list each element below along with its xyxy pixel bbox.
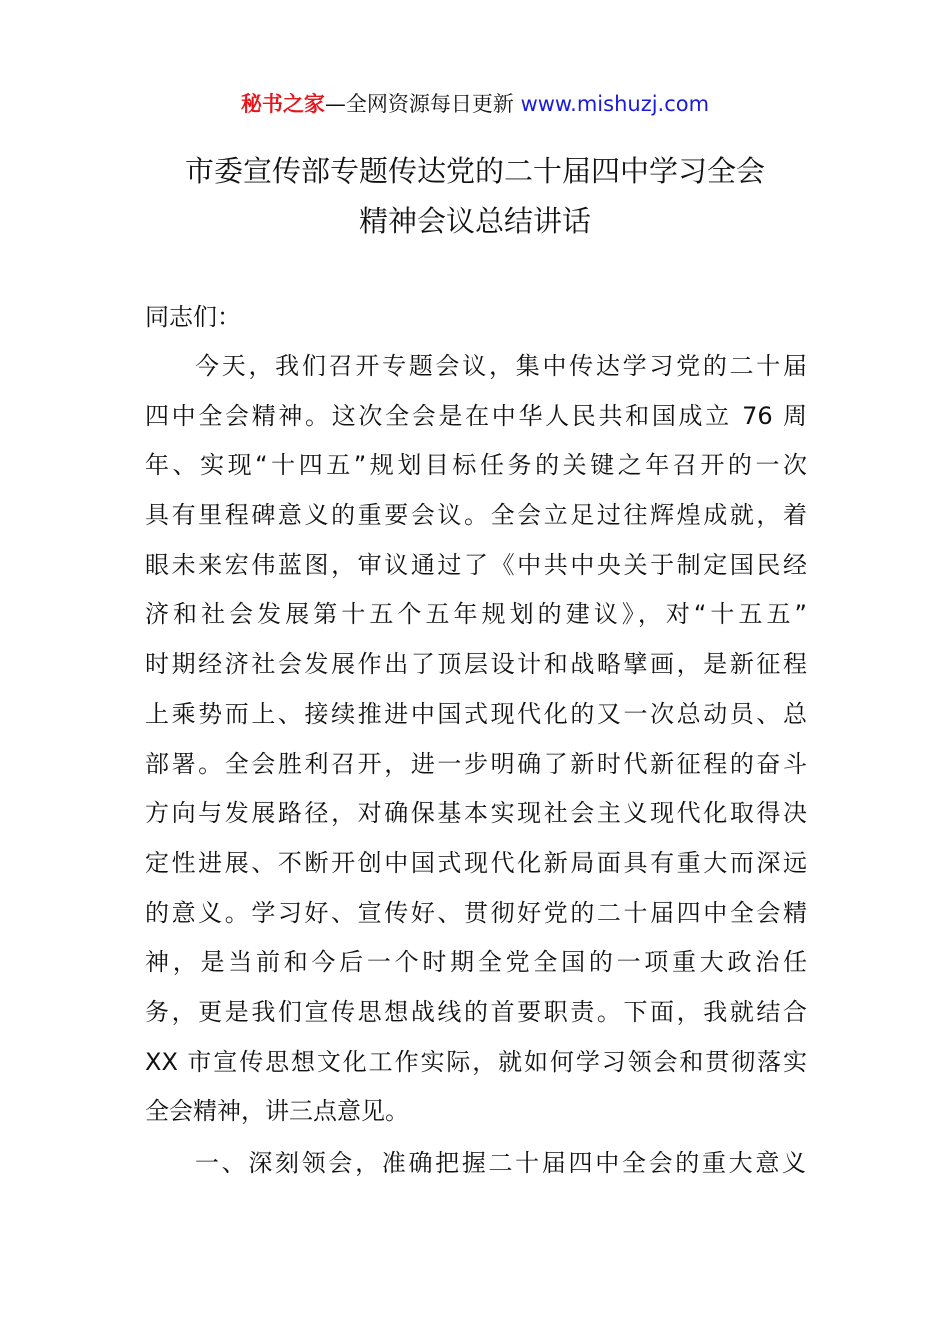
paragraph-line: 定性进展、不断开创中国式现代化新局面具有重大而深远 <box>145 848 807 877</box>
paragraph-line: 具有里程碑意义的重要会议。全会立足过往辉煌成就，着 <box>145 501 807 530</box>
brand-name: 秘书之家 <box>240 92 325 116</box>
paragraph-line: 部署。全会胜利召开，进一步明确了新时代新征程的奋斗 <box>145 749 807 778</box>
paragraph-line: XX 市宣传思想文化工作实际，就如何学习领会和贯彻落实 <box>145 1047 807 1076</box>
paragraph-line: 四中全会精神。这次全会是在中华人民共和国成立 76 周 <box>145 401 807 430</box>
site-banner <box>0 88 950 120</box>
title-line: 精神会议总结讲话 <box>358 204 591 238</box>
paragraph-line: 神，是当前和今后一个时期全党全国的一项重大政治任 <box>145 948 807 977</box>
banner-tagline: —全网资源每日更新 <box>324 92 514 116</box>
paragraph-line: 的意义。学习好、宣传好、贯彻好党的二十届四中全会精 <box>145 898 807 927</box>
paragraph-line: 上乘势而上、接续推进中国式现代化的又一次总动员、总 <box>145 699 807 728</box>
body-paragraph <box>145 342 807 1137</box>
paragraph-line: 务，更是我们宣传思想战线的首要职责。下面，我就结合 <box>145 997 807 1026</box>
paragraph-line: 时期经济社会发展作出了顶层设计和战略擘画，是新征程 <box>145 650 807 679</box>
salutation: 同志们： <box>145 303 241 331</box>
paragraph-line: 年、实现“十四五”规划目标任务的关键之年召开的一次 <box>145 451 807 480</box>
paragraph-line: 济和社会发展第十五个五年规划的建议》，对“十五五” <box>145 600 807 629</box>
title-line: 市委宣传部专题传达党的二十届四中学习全会 <box>184 154 765 188</box>
paragraph-line: 眼未来宏伟蓝图，审议通过了《中共中央关于制定国民经 <box>145 550 807 579</box>
site-url-link[interactable]: www.mishuzj.com <box>520 92 710 116</box>
section-heading: 一、深刻领会，准确把握二十届四中全会的重大意义 <box>195 1149 807 1177</box>
document-title <box>100 146 850 246</box>
paragraph-line: 全会精神，讲三点意见。 <box>145 1097 409 1126</box>
paragraph-line: 今天，我们召开专题会议，集中传达学习党的二十届 <box>195 352 807 380</box>
paragraph-line: 方向与发展路径，对确保基本实现社会主义现代化取得决 <box>145 799 807 828</box>
